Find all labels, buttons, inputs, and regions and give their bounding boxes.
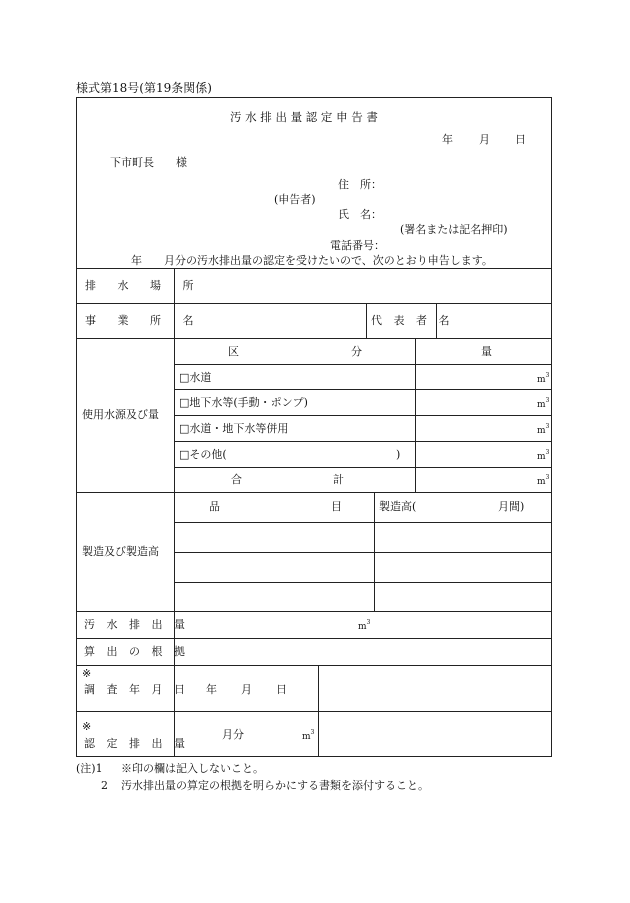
wastewater-label: 汚 水 排 出 量	[84, 618, 189, 631]
production-amount-header: 製造高(	[379, 500, 417, 513]
survey-date-label: 調 査 年 月 日	[84, 683, 189, 696]
category-header-2: 分	[351, 345, 362, 358]
production-label: 製造及び製造高	[82, 545, 159, 558]
addressee: 下市町長 様	[110, 156, 187, 169]
source-water: □水道	[179, 371, 212, 384]
applicant-label: (申告者)	[274, 193, 316, 206]
source-other: □その他(	[179, 448, 227, 461]
source-combined: □水道・地下水等併用	[179, 422, 289, 435]
date-year: 年	[442, 133, 453, 146]
date-day: 日	[515, 133, 526, 146]
seal-note: (署名または記名押印)	[400, 223, 508, 236]
name-label: 氏 名：	[338, 208, 382, 221]
survey-year: 年	[206, 683, 217, 696]
phone-label: 電話番号：	[330, 239, 385, 252]
unit-m3: $m^3$	[537, 372, 550, 385]
unit-m3: $m^3$	[537, 474, 550, 487]
note-1: ※印の欄は記入しないこと。	[121, 762, 264, 775]
survey-month: 月	[241, 683, 252, 696]
certified-month: 月分	[222, 728, 244, 741]
unit-m3: $m^3$	[537, 397, 550, 410]
unit-m3: $m^3$	[537, 423, 550, 436]
form-number: 様式第18号(第19条関係)	[76, 81, 212, 95]
unit-m3: $m^3$	[537, 449, 550, 462]
item-header-2: 目	[331, 500, 342, 513]
unit-m3: $m^3$	[358, 619, 371, 632]
basis-label: 算 出 の 根 拠	[84, 645, 189, 658]
certified-label: 認 定 排 出 量	[84, 737, 189, 750]
note-2: 汚水排出量の算定の根拠を明らかにする書類を添付すること。	[121, 779, 429, 792]
date-month: 月	[479, 133, 490, 146]
amount-header: 量	[481, 345, 492, 358]
drain-location-label: 排 水 場 所	[85, 279, 203, 292]
office-use-mark: ※	[82, 667, 92, 680]
representative-label: 代 表 者 名	[371, 314, 454, 327]
item-header-1: 品	[209, 500, 220, 513]
note-prefix: (注)1	[76, 762, 103, 775]
business-name-label: 事 業 所 名	[85, 314, 203, 327]
production-period: 月間)	[498, 500, 525, 513]
source-groundwater: □地下水等(手動・ポンプ)	[179, 396, 308, 409]
category-header: 区	[228, 345, 239, 358]
note-2-number: 2	[101, 779, 108, 792]
survey-day: 日	[276, 683, 287, 696]
total-label-1: 合	[231, 473, 242, 486]
office-use-mark: ※	[82, 720, 92, 733]
statement: 年 月分の汚水排出量の認定を受けたいので、次のとおり申告します。	[131, 254, 493, 267]
unit-m3: $m^3$	[302, 729, 315, 742]
address-label: 住 所：	[338, 178, 382, 191]
source-other-close: )	[396, 448, 401, 461]
water-source-label: 使用水源及び量	[82, 408, 159, 421]
form-title: 汚 水 排 出 量 認 定 申 告 書	[230, 110, 378, 124]
total-label-2: 計	[333, 473, 344, 486]
